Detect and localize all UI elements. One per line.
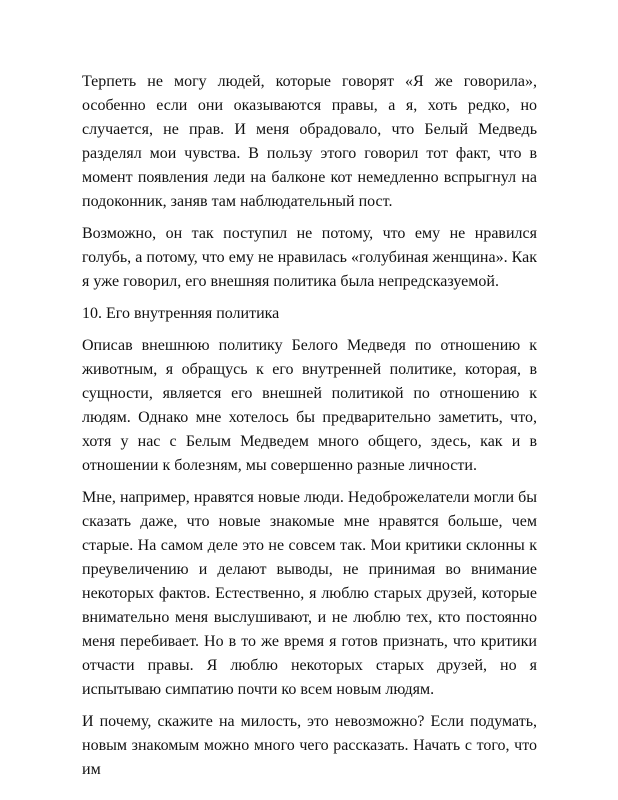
paragraph-2: Возможно, он так поступил не потому, что ему не нравился голубь, а потому, что ему не нравилась «голубиная женщина». Как я уже говорил, его внешняя политика была непредсказуемой. (82, 225, 537, 290)
document-body (82, 70, 537, 790)
paragraph-4: Мне, например, нравятся новые люди. Недоброжелатели могли бы сказать даже, что новые знакомые мне нравятся больше, чем старые. На самом деле это не совсем так. Мои критики склонны к преувеличению и делают выводы, не принимая во внимание некоторых фактов. Естественно, я люблю старых друзей, которые внимательно меня выслушивают, и не люблю тех, кто постоянно меня перебивает. Но в то же время я готов признать, что критики отчасти правы. Я люблю некоторых старых друзей, но я испытываю симпатию почти ко всем новым людям. (82, 489, 537, 698)
paragraph-5: И почему, скажите на милость, это невозможно? Если подумать, новым знакомым можно много чего рассказать. Начать с того, что им (82, 713, 537, 778)
paragraph-1: Терпеть не могу людей, которые говорят «Я же говорила», особенно если они оказываются правы, а я, хоть редко, но случается, не прав. И меня обрадовало, что Белый Медведь разделял мои чувства. В пользу этого говорил тот факт, что в момент появления леди на балконе кот немедленно вспрыгнул на подоконник, заняв там наблюдательный пост. (82, 73, 537, 210)
section-heading: 10. Его внутренняя политика (82, 305, 280, 322)
paragraph-3: Описав внешнюю политику Белого Медведя по отношению к животным, я обращусь к его внутренней политике, которая, в сущности, является его внешней политикой по отношению к людям. Однако мне хотелось бы предварительно заметить, что, хотя у нас с Белым Медведем много общего, здесь, как и в отношении к болезням, мы совершенно разные личности. (82, 337, 537, 474)
